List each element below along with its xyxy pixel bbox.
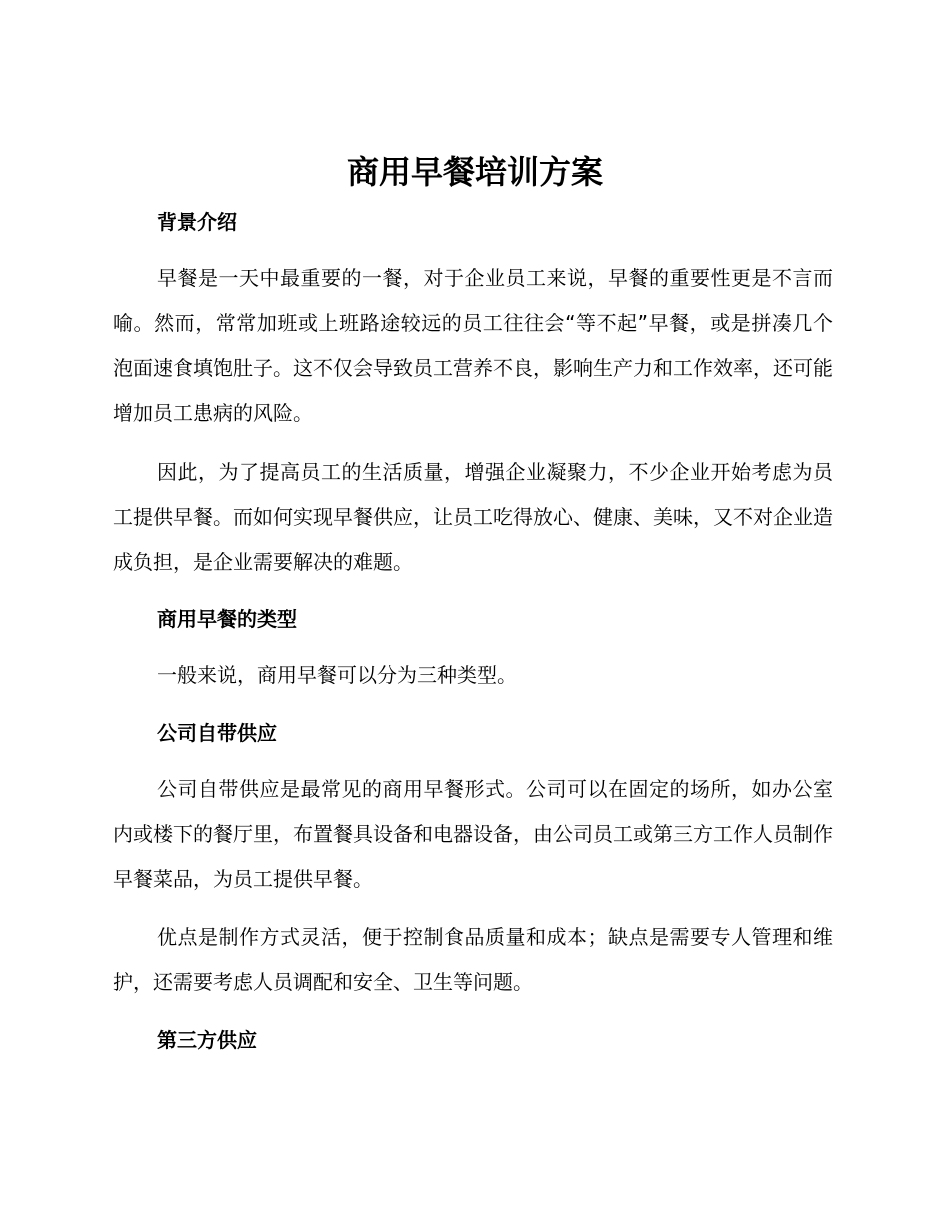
section-heading-company-supply: 公司自带供应 bbox=[157, 721, 277, 745]
paragraph-company-supply-1: 公司自带供应是最常见的商用早餐形式。公司可以在固定的场所，如办公室内或楼下的餐厅里，布置餐具设备和电器设备，由公司员工或第三方工作人员制作早餐菜品，为员工提供早餐。 bbox=[113, 777, 833, 891]
paragraph-background-1: 早餐是一天中最重要的一餐，对于企业员工来说，早餐的重要性更是不言而喻。然而，常常加班或上班路途较远的员工往往会“等不起”早餐，或是拼凑几个泡面速食填饱肚子。这不仅会导致员工营养不良，影响生产力和工作效率，还可能增加员工患病的风险。 bbox=[113, 266, 833, 425]
paragraph-background-2: 因此，为了提高员工的生活质量，增强企业凝聚力，不少企业开始考虑为员工提供早餐。而如何实现早餐供应，让员工吃得放心、健康、美味，又不对企业造成负担，是企业需要解决的难题。 bbox=[113, 460, 833, 574]
document-title: 商用早餐培训方案 bbox=[346, 153, 603, 191]
paragraph-company-supply-2: 优点是制作方式灵活，便于控制食品质量和成本；缺点是需要专人管理和维护，还需要考虑人员调配和安全、卫生等问题。 bbox=[113, 925, 833, 994]
section-heading-background: 背景介绍 bbox=[157, 210, 237, 234]
section-heading-third-party-supply: 第三方供应 bbox=[157, 1028, 257, 1052]
section-heading-types: 商用早餐的类型 bbox=[157, 607, 297, 631]
paragraph-types-intro: 一般来说，商用早餐可以分为三种类型。 bbox=[157, 663, 517, 687]
